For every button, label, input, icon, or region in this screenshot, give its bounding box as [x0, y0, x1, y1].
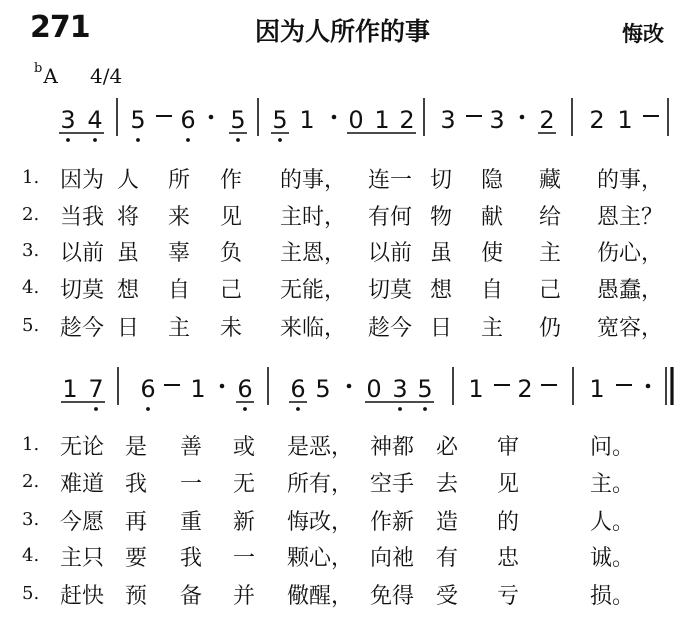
lyric-syllable: 向祂 — [370, 546, 415, 571]
note-digit: 1 — [62, 375, 78, 403]
dot-extension — [220, 384, 225, 389]
verse-line — [0, 430, 700, 460]
lyric-syllable: 切 — [430, 168, 453, 193]
note-digit: 2 — [589, 106, 605, 134]
lyric-syllable: 有 — [436, 546, 459, 571]
lyric-syllable: 是 — [125, 435, 148, 460]
verse-number: 3. — [22, 240, 40, 261]
verse-number: 1. — [22, 167, 40, 188]
verse-line — [0, 467, 700, 497]
lyric-syllable: 主 — [481, 316, 504, 341]
lyric-syllable: 切莫 — [368, 278, 413, 303]
dot-extension — [520, 115, 525, 120]
lyric-syllable: 新 — [233, 510, 256, 535]
lyric-syllable: 给 — [539, 205, 562, 230]
verse-number: 2. — [22, 204, 40, 225]
lyric-syllable: 献 — [481, 205, 504, 230]
dot-extension — [646, 384, 651, 389]
low-octave-dot — [296, 407, 300, 411]
hymn-category: 悔改 — [622, 22, 664, 46]
note-digit: 3 — [392, 375, 408, 403]
note-digit: 1 — [468, 375, 484, 403]
lyric-syllable: 以前 — [368, 241, 413, 266]
lyric-syllable: 造 — [436, 510, 459, 535]
lyric-syllable: 见 — [220, 205, 243, 230]
lyric-syllable: 主 — [168, 316, 191, 341]
lyric-syllable: 以前 — [60, 241, 105, 266]
lyric-syllable: 所有， — [287, 472, 354, 497]
lyric-syllable: 想 — [430, 278, 453, 303]
lyric-syllable: 见 — [497, 472, 520, 497]
verse-line — [0, 579, 700, 609]
hymn-number: 271 — [30, 10, 90, 45]
lyric-syllable: 人。 — [590, 510, 635, 535]
lyric-syllable: 一 — [180, 472, 203, 497]
lyric-syllable: 忠 — [497, 546, 520, 571]
lyric-syllable: 来临， — [280, 316, 347, 341]
lyric-syllable: 的事， — [280, 168, 347, 193]
lyric-syllable: 未 — [220, 316, 243, 341]
lyric-syllable: 赶快 — [60, 584, 105, 609]
lyric-syllable: 今愿 — [60, 510, 105, 535]
note-digit: 2 — [539, 106, 555, 134]
note-digit: 1 — [190, 375, 206, 403]
note-digit: 3 — [60, 106, 76, 134]
lyric-syllable: 儆醒， — [287, 584, 354, 609]
lyric-syllable: 主恩， — [280, 241, 347, 266]
lyric-syllable: 审 — [497, 435, 520, 460]
lyric-syllable: 将 — [117, 205, 140, 230]
low-octave-dot — [146, 407, 150, 411]
note-digit: 4 — [87, 106, 103, 134]
verse-line — [0, 163, 700, 193]
note-digit: 5 — [130, 106, 146, 134]
lyric-syllable: 主 — [539, 241, 562, 266]
lyric-syllable: 藏 — [539, 168, 562, 193]
lyric-syllable: 日 — [430, 316, 453, 341]
lyric-syllable: 日 — [117, 316, 140, 341]
note-digit: 1 — [299, 106, 315, 134]
lyric-syllable: 颗心， — [287, 546, 354, 571]
note-digit: 3 — [489, 106, 505, 134]
lyric-syllable: 虽 — [117, 241, 140, 266]
note-digit: 1 — [589, 375, 605, 403]
lyric-syllable: 人 — [117, 168, 140, 193]
lyric-syllable: 使 — [481, 241, 504, 266]
lyric-syllable: 负 — [220, 241, 243, 266]
lyric-syllable: 免得 — [370, 584, 415, 609]
low-octave-dot — [94, 407, 98, 411]
verse-number: 3. — [22, 509, 40, 530]
lyric-syllable: 亏 — [497, 584, 520, 609]
lyric-syllable: 己 — [539, 278, 562, 303]
lyric-syllable: 想 — [117, 278, 140, 303]
note-digit: 2 — [517, 375, 533, 403]
note-digit: 1 — [374, 106, 390, 134]
verse-number: 4. — [22, 545, 40, 566]
lyric-syllable: 预 — [125, 584, 148, 609]
lyric-syllable: 我 — [125, 472, 148, 497]
lyric-syllable: 一 — [233, 546, 256, 571]
lyric-syllable: 备 — [180, 584, 203, 609]
lyric-syllable: 来 — [168, 205, 191, 230]
note-digit: 7 — [88, 375, 104, 403]
lyric-syllable: 诚。 — [590, 546, 635, 571]
low-octave-dot — [278, 138, 282, 142]
low-octave-dot — [398, 407, 402, 411]
verse-number: 5. — [22, 583, 40, 604]
lyric-syllable: 趁今 — [60, 316, 105, 341]
lyric-syllable: 损。 — [590, 584, 635, 609]
lyric-syllable: 必 — [436, 435, 459, 460]
lyric-syllable: 所 — [168, 168, 191, 193]
lyric-syllable: 因为 — [60, 168, 105, 193]
hymn-title: 因为人所作的事 — [255, 17, 431, 46]
verse-line — [0, 505, 700, 535]
verse-line — [0, 311, 700, 341]
lyric-syllable: 重 — [180, 510, 203, 535]
dot-extension — [209, 115, 214, 120]
lyric-syllable: 主时， — [280, 205, 347, 230]
lyric-syllable: 并 — [233, 584, 256, 609]
note-digit: 5 — [230, 106, 246, 134]
time-signature: 4/4 — [90, 64, 123, 88]
lyric-syllable: 的事， — [597, 168, 664, 193]
lyric-syllable: 愚蠢， — [597, 278, 664, 303]
lyric-syllable: 虽 — [430, 241, 453, 266]
note-digit: 2 — [399, 106, 415, 134]
lyric-syllable: 善 — [180, 435, 203, 460]
lyric-syllable: 主。 — [590, 472, 635, 497]
lyric-syllable: 自 — [168, 278, 191, 303]
lyric-syllable: 再 — [125, 510, 148, 535]
lyric-syllable: 的 — [497, 510, 520, 535]
lyric-syllable: 神都 — [370, 435, 415, 460]
low-octave-dot — [243, 407, 247, 411]
lyric-syllable: 切莫 — [60, 278, 105, 303]
lyric-syllable: 自 — [481, 278, 504, 303]
low-octave-dot — [186, 138, 190, 142]
lyric-syllable: 物 — [430, 205, 453, 230]
verse-number: 2. — [22, 471, 40, 492]
lyric-syllable: 是恶， — [287, 435, 354, 460]
lyric-syllable: 辜 — [168, 241, 191, 266]
key-letter: A — [43, 64, 58, 88]
note-digit: 5 — [272, 106, 288, 134]
lyric-syllable: 趁今 — [368, 316, 413, 341]
lyric-syllable: 当我 — [60, 205, 105, 230]
lyric-syllable: 要 — [125, 546, 148, 571]
dot-extension — [332, 115, 337, 120]
lyric-syllable: 难道 — [60, 472, 105, 497]
lyric-syllable: 连一 — [368, 168, 413, 193]
lyric-syllable: 或 — [233, 435, 256, 460]
note-digit: 6 — [180, 106, 196, 134]
low-octave-dot — [423, 407, 427, 411]
lyric-syllable: 无论 — [60, 435, 105, 460]
note-digit: 1 — [617, 106, 633, 134]
lyric-syllable: 悔改， — [287, 510, 354, 535]
lyric-syllable: 作 — [220, 168, 243, 193]
verse-line — [0, 541, 700, 571]
note-digit: 5 — [315, 375, 331, 403]
lyric-syllable: 隐 — [481, 168, 504, 193]
verse-line — [0, 200, 700, 230]
verse-number: 1. — [22, 434, 40, 455]
lyric-syllable: 空手 — [370, 472, 415, 497]
verse-line — [0, 236, 700, 266]
lyric-syllable: 恩主？ — [597, 205, 664, 230]
low-octave-dot — [93, 138, 97, 142]
lyric-syllable: 宽容， — [597, 316, 664, 341]
note-digit: 0 — [366, 375, 382, 403]
lyric-syllable: 无能， — [280, 278, 347, 303]
dot-extension — [347, 384, 352, 389]
low-octave-dot — [66, 138, 70, 142]
lyric-syllable: 无 — [233, 472, 256, 497]
note-digit: 6 — [290, 375, 306, 403]
verse-number: 4. — [22, 277, 40, 298]
low-octave-dot — [136, 138, 140, 142]
note-digit: 6 — [237, 375, 253, 403]
note-digit: 0 — [348, 106, 364, 134]
note-digit: 6 — [140, 375, 156, 403]
verse-line — [0, 273, 700, 303]
lyric-syllable: 受 — [436, 584, 459, 609]
lyric-syllable: 作新 — [370, 510, 415, 535]
lyric-syllable: 己 — [220, 278, 243, 303]
note-digit: 5 — [417, 375, 433, 403]
lyric-syllable: 仍 — [539, 316, 562, 341]
flat-sign: b — [34, 61, 43, 76]
lyric-syllable: 我 — [180, 546, 203, 571]
lyric-syllable: 问。 — [590, 435, 635, 460]
note-digit: 3 — [440, 106, 456, 134]
lyric-syllable: 伤心， — [597, 241, 664, 266]
lyric-syllable: 去 — [436, 472, 459, 497]
lyric-syllable: 主只 — [60, 546, 105, 571]
verse-number: 5. — [22, 315, 40, 336]
lyric-syllable: 有何 — [368, 205, 413, 230]
low-octave-dot — [236, 138, 240, 142]
